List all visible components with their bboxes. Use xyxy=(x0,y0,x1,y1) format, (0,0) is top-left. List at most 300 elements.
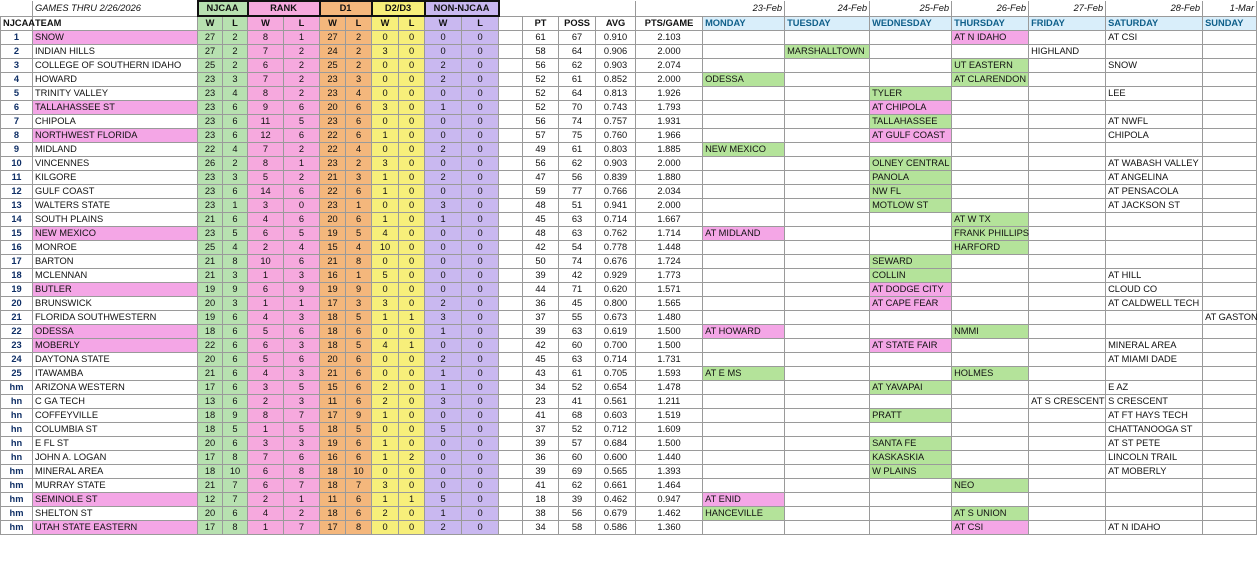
losses-cell: 0 xyxy=(399,31,425,45)
blank-cell xyxy=(499,297,523,311)
losses-cell: 2 xyxy=(284,171,320,185)
wins-cell: 21 xyxy=(198,255,223,269)
team-name-cell: MIDLAND xyxy=(33,143,198,157)
wins-cell: 23 xyxy=(198,115,223,129)
schedule-cell-friday xyxy=(1029,409,1106,423)
wins-cell: 2 xyxy=(372,381,399,395)
losses-cell: 0 xyxy=(462,507,499,521)
schedule-cell-sunday xyxy=(1203,353,1257,367)
schedule-cell-wednesday xyxy=(870,213,952,227)
schedule-cell-friday xyxy=(1029,227,1106,241)
pt-cell: 37 xyxy=(523,423,559,437)
schedule-cell-thursday xyxy=(952,339,1029,353)
pts-game-cell: 1.667 xyxy=(636,213,703,227)
wins-cell: 1 xyxy=(248,269,284,283)
team-name-cell: TRINITY VALLEY xyxy=(33,87,198,101)
schedule-cell-sunday xyxy=(1203,437,1257,451)
rank-cell: 17 xyxy=(1,255,33,269)
losses-cell: 7 xyxy=(346,479,372,493)
losses-cell: 6 xyxy=(223,311,248,325)
schedule-cell-monday xyxy=(703,465,785,479)
poss-cell: 75 xyxy=(559,129,596,143)
poss-cell: 56 xyxy=(559,171,596,185)
schedule-cell-tuesday xyxy=(785,143,870,157)
rank-cell: 25 xyxy=(1,367,33,381)
losses-cell: 0 xyxy=(399,479,425,493)
wins-cell: 3 xyxy=(425,311,462,325)
schedule-cell-monday xyxy=(703,297,785,311)
schedule-cell-monday: ODESSA xyxy=(703,73,785,87)
losses-cell: 2 xyxy=(346,31,372,45)
pt-cell: 48 xyxy=(523,199,559,213)
losses-cell: 0 xyxy=(399,185,425,199)
schedule-cell-monday xyxy=(703,115,785,129)
pt-cell: 38 xyxy=(523,507,559,521)
team-name-cell: BARTON xyxy=(33,255,198,269)
wins-cell: 2 xyxy=(425,59,462,73)
team-name-cell: SEMINOLE ST xyxy=(33,493,198,507)
pts-game-cell: 1.714 xyxy=(636,227,703,241)
avg-cell: 0.600 xyxy=(596,451,636,465)
blank-cell xyxy=(1,1,33,16)
wins-cell: 22 xyxy=(198,339,223,353)
losses-cell: 9 xyxy=(223,409,248,423)
pts-game-cell: 2.000 xyxy=(636,157,703,171)
schedule-cell-tuesday xyxy=(785,171,870,185)
schedule-cell-thursday xyxy=(952,437,1029,451)
poss-cell: 77 xyxy=(559,185,596,199)
losses-cell: 0 xyxy=(462,241,499,255)
blank-cell xyxy=(499,283,523,297)
wins-cell: 17 xyxy=(320,409,346,423)
schedule-cell-sunday xyxy=(1203,325,1257,339)
wins-cell: 4 xyxy=(372,227,399,241)
table-row xyxy=(1,311,1257,325)
schedule-cell-monday xyxy=(703,185,785,199)
losses-cell: 0 xyxy=(399,283,425,297)
table-row xyxy=(1,59,1257,73)
wins-cell: 15 xyxy=(320,381,346,395)
schedule-cell-saturday: AT MOBERLY xyxy=(1106,465,1203,479)
losses-cell: 3 xyxy=(223,73,248,87)
schedule-cell-sunday xyxy=(1203,423,1257,437)
schedule-cell-thursday xyxy=(952,493,1029,507)
losses-cell: 0 xyxy=(399,171,425,185)
schedule-cell-friday xyxy=(1029,311,1106,325)
poss-cell: 64 xyxy=(559,45,596,59)
blank-cell xyxy=(499,493,523,507)
pt-cell: 37 xyxy=(523,311,559,325)
date-23-feb: 23-Feb xyxy=(636,1,785,16)
rank-cell: hm xyxy=(1,479,33,493)
wins-cell: 23 xyxy=(320,87,346,101)
schedule-cell-monday xyxy=(703,31,785,45)
wins-cell: 17 xyxy=(198,381,223,395)
pts-game-cell: 2.000 xyxy=(636,199,703,213)
losses-cell: 6 xyxy=(346,129,372,143)
schedule-cell-monday: AT ENID xyxy=(703,493,785,507)
losses-cell: 0 xyxy=(462,395,499,409)
team-name-cell: COLLEGE OF SOUTHERN IDAHO xyxy=(33,59,198,73)
schedule-cell-thursday xyxy=(952,115,1029,129)
wins-cell: 23 xyxy=(198,227,223,241)
schedule-cell-tuesday xyxy=(785,269,870,283)
pts-game-cell: 1.500 xyxy=(636,339,703,353)
poss-cell: 51 xyxy=(559,199,596,213)
losses-cell: 6 xyxy=(223,213,248,227)
schedule-cell-thursday xyxy=(952,311,1029,325)
wins-cell: 4 xyxy=(248,507,284,521)
col-header-avg: AVG xyxy=(596,16,636,31)
schedule-cell-thursday xyxy=(952,143,1029,157)
schedule-cell-wednesday xyxy=(870,227,952,241)
rank-cell: 3 xyxy=(1,59,33,73)
schedule-cell-tuesday xyxy=(785,521,870,535)
schedule-cell-wednesday xyxy=(870,73,952,87)
poss-cell: 74 xyxy=(559,255,596,269)
losses-cell: 6 xyxy=(223,353,248,367)
poss-cell: 67 xyxy=(559,31,596,45)
losses-cell: 2 xyxy=(346,45,372,59)
poss-cell: 60 xyxy=(559,451,596,465)
losses-cell: 2 xyxy=(223,45,248,59)
schedule-cell-wednesday: TALLAHASSEE xyxy=(870,115,952,129)
schedule-cell-saturday: LINCOLN TRAIL xyxy=(1106,451,1203,465)
table-row xyxy=(1,339,1257,353)
schedule-cell-tuesday xyxy=(785,395,870,409)
table-row xyxy=(1,227,1257,241)
rank-cell: hm xyxy=(1,465,33,479)
schedule-cell-thursday xyxy=(952,45,1029,59)
schedule-cell-friday xyxy=(1029,339,1106,353)
schedule-cell-sunday xyxy=(1203,283,1257,297)
losses-cell: 6 xyxy=(223,395,248,409)
team-name-cell: MINERAL AREA xyxy=(33,465,198,479)
schedule-cell-tuesday xyxy=(785,129,870,143)
wins-cell: 0 xyxy=(425,31,462,45)
wins-cell: 5 xyxy=(425,423,462,437)
rank-cell: 10 xyxy=(1,157,33,171)
blank-cell xyxy=(499,213,523,227)
losses-cell: 3 xyxy=(346,297,372,311)
avg-cell: 0.839 xyxy=(596,171,636,185)
losses-cell: 5 xyxy=(223,423,248,437)
avg-cell: 0.619 xyxy=(596,325,636,339)
wins-cell: 22 xyxy=(320,185,346,199)
losses-cell: 0 xyxy=(399,521,425,535)
losses-cell: 6 xyxy=(346,381,372,395)
losses-cell: 6 xyxy=(284,129,320,143)
avg-cell: 0.800 xyxy=(596,297,636,311)
losses-cell: 0 xyxy=(462,213,499,227)
pt-cell: 36 xyxy=(523,451,559,465)
losses-cell: 0 xyxy=(462,199,499,213)
schedule-cell-saturday: AT ANGELINA xyxy=(1106,171,1203,185)
schedule-cell-sunday xyxy=(1203,171,1257,185)
losses-cell: 0 xyxy=(399,59,425,73)
losses-cell: 6 xyxy=(346,395,372,409)
schedule-cell-thursday xyxy=(952,255,1029,269)
schedule-cell-saturday xyxy=(1106,367,1203,381)
losses-cell: 3 xyxy=(284,437,320,451)
schedule-cell-thursday: AT CSI xyxy=(952,521,1029,535)
wins-cell: 27 xyxy=(320,31,346,45)
table-row xyxy=(1,255,1257,269)
wins-cell: 0 xyxy=(425,115,462,129)
wins-cell: 0 xyxy=(372,255,399,269)
poss-cell: 58 xyxy=(559,521,596,535)
wins-cell: 1 xyxy=(425,367,462,381)
pts-game-cell: 1.731 xyxy=(636,353,703,367)
schedule-cell-wednesday xyxy=(870,143,952,157)
losses-cell: 3 xyxy=(223,297,248,311)
schedule-cell-saturday: LEE xyxy=(1106,87,1203,101)
wins-cell: 20 xyxy=(320,353,346,367)
losses-cell: 5 xyxy=(346,339,372,353)
blank-cell xyxy=(499,45,523,59)
schedule-cell-thursday xyxy=(952,129,1029,143)
schedule-cell-tuesday xyxy=(785,493,870,507)
table-row xyxy=(1,185,1257,199)
pt-cell: 42 xyxy=(523,339,559,353)
table-row xyxy=(1,493,1257,507)
losses-cell: 6 xyxy=(223,381,248,395)
wins-cell: 3 xyxy=(372,45,399,59)
wins-cell: 0 xyxy=(425,227,462,241)
wins-cell: 0 xyxy=(425,185,462,199)
wins-cell: 0 xyxy=(372,325,399,339)
schedule-cell-friday xyxy=(1029,87,1106,101)
poss-cell: 45 xyxy=(559,297,596,311)
wins-cell: 23 xyxy=(320,157,346,171)
rank-cell: 8 xyxy=(1,129,33,143)
losses-cell: 0 xyxy=(462,493,499,507)
schedule-cell-wednesday: OLNEY CENTRAL xyxy=(870,157,952,171)
wins-cell: 0 xyxy=(372,367,399,381)
schedule-cell-friday xyxy=(1029,129,1106,143)
losses-cell: 0 xyxy=(399,73,425,87)
schedule-cell-thursday xyxy=(952,381,1029,395)
wins-cell: 3 xyxy=(425,199,462,213)
wins-cell: 1 xyxy=(372,409,399,423)
team-name-cell: INDIAN HILLS xyxy=(33,45,198,59)
schedule-cell-saturday xyxy=(1106,479,1203,493)
schedule-cell-tuesday xyxy=(785,353,870,367)
schedule-cell-sunday xyxy=(1203,451,1257,465)
losses-cell: 6 xyxy=(346,115,372,129)
pt-cell: 39 xyxy=(523,325,559,339)
schedule-cell-wednesday xyxy=(870,493,952,507)
schedule-cell-saturday: CHIPOLA xyxy=(1106,129,1203,143)
schedule-cell-tuesday xyxy=(785,73,870,87)
losses-cell: 6 xyxy=(346,507,372,521)
blank-cell xyxy=(499,16,523,31)
schedule-cell-sunday: AT GASTON xyxy=(1203,311,1257,325)
rank-cell: 19 xyxy=(1,283,33,297)
wins-cell: 27 xyxy=(198,31,223,45)
table-row xyxy=(1,73,1257,87)
losses-cell: 2 xyxy=(284,73,320,87)
blank-cell xyxy=(499,311,523,325)
avg-cell: 0.803 xyxy=(596,143,636,157)
schedule-cell-thursday: AT CLARENDON xyxy=(952,73,1029,87)
table-row xyxy=(1,129,1257,143)
table-row xyxy=(1,199,1257,213)
losses-cell: 0 xyxy=(399,297,425,311)
schedule-cell-sunday xyxy=(1203,465,1257,479)
losses-cell: 2 xyxy=(223,59,248,73)
avg-cell: 0.620 xyxy=(596,283,636,297)
wins-cell: 24 xyxy=(320,45,346,59)
group-d2d3: D2/D3 xyxy=(372,1,425,16)
rank-cell: hm xyxy=(1,493,33,507)
schedule-cell-monday xyxy=(703,437,785,451)
wins-cell: 3 xyxy=(248,437,284,451)
losses-cell: 0 xyxy=(462,45,499,59)
schedule-cell-tuesday xyxy=(785,213,870,227)
wins-cell: 10 xyxy=(248,255,284,269)
pts-game-cell: 1.880 xyxy=(636,171,703,185)
schedule-cell-thursday: HARFORD xyxy=(952,241,1029,255)
rank-cell: hn xyxy=(1,409,33,423)
losses-cell: 0 xyxy=(399,227,425,241)
pt-cell: 56 xyxy=(523,115,559,129)
team-name-cell: WALTERS STATE xyxy=(33,199,198,213)
wins-cell: 19 xyxy=(320,437,346,451)
losses-cell: 8 xyxy=(346,521,372,535)
col-header-l: L xyxy=(462,16,499,31)
losses-cell: 4 xyxy=(223,143,248,157)
schedule-cell-tuesday xyxy=(785,311,870,325)
schedule-cell-monday xyxy=(703,339,785,353)
wins-cell: 0 xyxy=(425,409,462,423)
pt-cell: 36 xyxy=(523,297,559,311)
wins-cell: 0 xyxy=(425,241,462,255)
schedule-cell-sunday xyxy=(1203,339,1257,353)
team-name-cell: VINCENNES xyxy=(33,157,198,171)
losses-cell: 2 xyxy=(284,59,320,73)
table-row xyxy=(1,283,1257,297)
schedule-cell-thursday: FRANK PHILLIPS xyxy=(952,227,1029,241)
losses-cell: 0 xyxy=(462,255,499,269)
rank-cell: hm xyxy=(1,521,33,535)
avg-cell: 0.714 xyxy=(596,353,636,367)
pt-cell: 39 xyxy=(523,269,559,283)
blank-cell xyxy=(499,115,523,129)
team-name-cell: ODESSA xyxy=(33,325,198,339)
losses-cell: 0 xyxy=(462,171,499,185)
losses-cell: 5 xyxy=(284,423,320,437)
col-header-w: W xyxy=(248,16,284,31)
col-header-rank: NJCAA xyxy=(1,16,33,31)
pts-game-cell: 1.793 xyxy=(636,101,703,115)
pts-game-cell: 1.500 xyxy=(636,325,703,339)
schedule-cell-saturday xyxy=(1106,493,1203,507)
wins-cell: 18 xyxy=(320,423,346,437)
wins-cell: 2 xyxy=(372,395,399,409)
losses-cell: 0 xyxy=(399,465,425,479)
table-row xyxy=(1,409,1257,423)
schedule-cell-sunday xyxy=(1203,493,1257,507)
pt-cell: 58 xyxy=(523,45,559,59)
schedule-cell-thursday xyxy=(952,185,1029,199)
rank-cell: hn xyxy=(1,451,33,465)
schedule-cell-wednesday: AT STATE FAIR xyxy=(870,339,952,353)
rank-cell: 18 xyxy=(1,269,33,283)
schedule-cell-friday xyxy=(1029,73,1106,87)
schedule-cell-friday xyxy=(1029,465,1106,479)
poss-cell: 70 xyxy=(559,101,596,115)
schedule-cell-sunday xyxy=(1203,157,1257,171)
blank-cell xyxy=(499,465,523,479)
wins-cell: 23 xyxy=(198,73,223,87)
schedule-cell-friday xyxy=(1029,31,1106,45)
blank-cell xyxy=(499,367,523,381)
wins-cell: 0 xyxy=(425,451,462,465)
wins-cell: 1 xyxy=(372,311,399,325)
schedule-cell-sunday xyxy=(1203,199,1257,213)
wins-cell: 0 xyxy=(425,129,462,143)
losses-cell: 0 xyxy=(462,269,499,283)
wins-cell: 0 xyxy=(372,465,399,479)
schedule-cell-wednesday: SEWARD xyxy=(870,255,952,269)
schedule-cell-sunday xyxy=(1203,115,1257,129)
schedule-cell-wednesday xyxy=(870,59,952,73)
day-monday: MONDAY xyxy=(703,16,785,31)
schedule-cell-friday xyxy=(1029,171,1106,185)
pts-game-cell: 1.211 xyxy=(636,395,703,409)
schedule-cell-monday xyxy=(703,269,785,283)
table-row xyxy=(1,297,1257,311)
losses-cell: 9 xyxy=(346,409,372,423)
wins-cell: 0 xyxy=(372,143,399,157)
schedule-cell-monday xyxy=(703,395,785,409)
schedule-cell-tuesday xyxy=(785,297,870,311)
schedule-cell-monday xyxy=(703,157,785,171)
losses-cell: 4 xyxy=(346,241,372,255)
schedule-cell-wednesday: TYLER xyxy=(870,87,952,101)
blank-cell xyxy=(499,101,523,115)
schedule-cell-wednesday xyxy=(870,241,952,255)
poss-cell: 57 xyxy=(559,437,596,451)
avg-cell: 0.700 xyxy=(596,339,636,353)
losses-cell: 2 xyxy=(346,59,372,73)
schedule-cell-saturday: AT N IDAHO xyxy=(1106,521,1203,535)
pt-cell: 43 xyxy=(523,367,559,381)
pt-cell: 48 xyxy=(523,227,559,241)
wins-cell: 21 xyxy=(198,367,223,381)
avg-cell: 0.561 xyxy=(596,395,636,409)
avg-cell: 0.714 xyxy=(596,213,636,227)
rank-cell: 11 xyxy=(1,171,33,185)
schedule-cell-wednesday xyxy=(870,31,952,45)
pt-cell: 56 xyxy=(523,157,559,171)
table-row xyxy=(1,269,1257,283)
avg-cell: 0.679 xyxy=(596,507,636,521)
team-name-cell: JOHN A. LOGAN xyxy=(33,451,198,465)
schedule-cell-sunday xyxy=(1203,31,1257,45)
schedule-cell-saturday: MINERAL AREA xyxy=(1106,339,1203,353)
pt-cell: 39 xyxy=(523,437,559,451)
wins-cell: 20 xyxy=(320,213,346,227)
losses-cell: 6 xyxy=(284,185,320,199)
table-row xyxy=(1,437,1257,451)
schedule-cell-friday xyxy=(1029,325,1106,339)
col-header-team: TEAM xyxy=(33,16,198,31)
schedule-cell-saturday xyxy=(1106,241,1203,255)
wins-cell: 19 xyxy=(198,283,223,297)
losses-cell: 2 xyxy=(284,143,320,157)
